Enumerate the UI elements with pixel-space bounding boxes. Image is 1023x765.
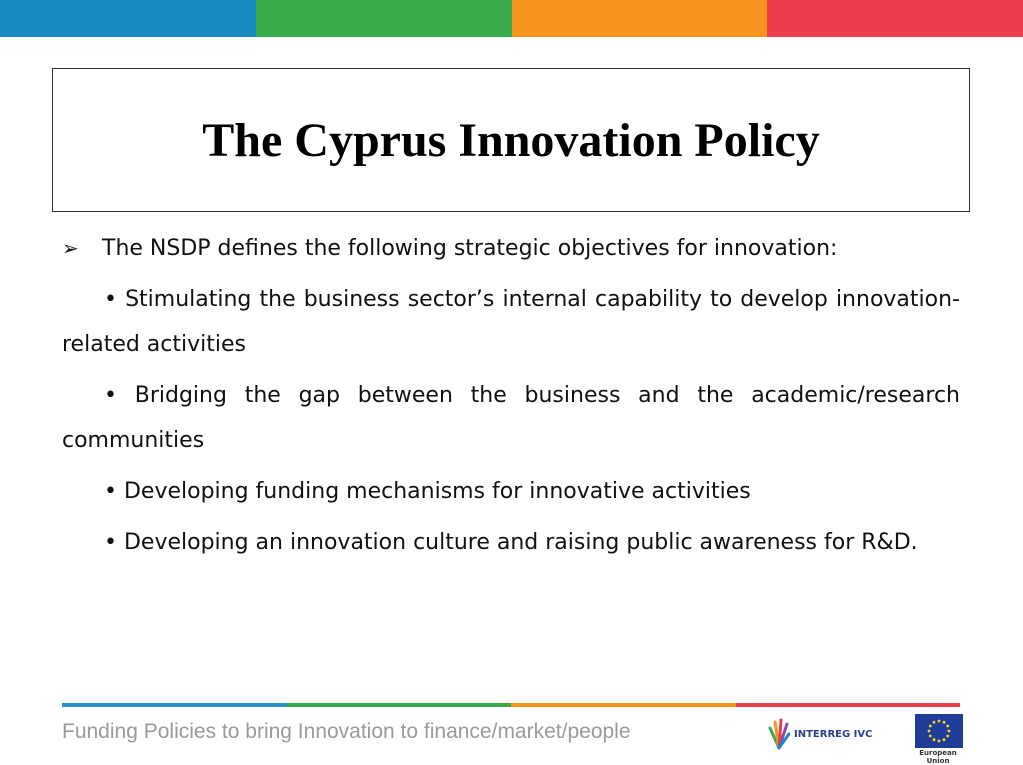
- objective-item: • Developing funding mechanisms for innovative activities: [104, 479, 751, 504]
- title-box: [52, 68, 970, 212]
- bottom-line-green: [287, 703, 512, 707]
- top-bar-blue: [0, 0, 256, 37]
- eu-flag-icon: [915, 714, 963, 748]
- bottom-line-orange: [511, 703, 736, 707]
- top-bar-green: [256, 0, 512, 37]
- footer-tagline: Funding Policies to bring Innovation to finance/market/people: [62, 720, 631, 743]
- bottom-line-red: [736, 703, 961, 707]
- interreg-label: INTERREG IVC: [794, 728, 873, 740]
- objective-item: • Developing an innovation culture and raising public awareness for R&D.: [104, 530, 918, 555]
- objective-item: • Stimulating the business sector’s internal capability to develop innovation-related activities: [62, 287, 960, 357]
- bottom-color-line: [62, 703, 960, 707]
- arrow-bullet-icon: ➢: [62, 236, 79, 260]
- objective-item: • Bridging the gap between the business and the academic/research communities: [62, 383, 960, 453]
- slide-title: The Cyprus Innovation Policy: [202, 113, 820, 167]
- lead-text: The NSDP defines the following strategic objectives for innovation:: [102, 236, 838, 261]
- slide-content: [62, 226, 960, 571]
- top-bar-orange: [512, 0, 768, 37]
- top-bar-red: [767, 0, 1023, 37]
- interreg-rays-icon: [768, 718, 790, 750]
- eu-label: European Union: [919, 749, 957, 765]
- lead-line: [62, 226, 960, 271]
- top-color-bar: [0, 0, 1023, 37]
- interreg-logo: [768, 714, 872, 754]
- bottom-line-blue: [62, 703, 287, 707]
